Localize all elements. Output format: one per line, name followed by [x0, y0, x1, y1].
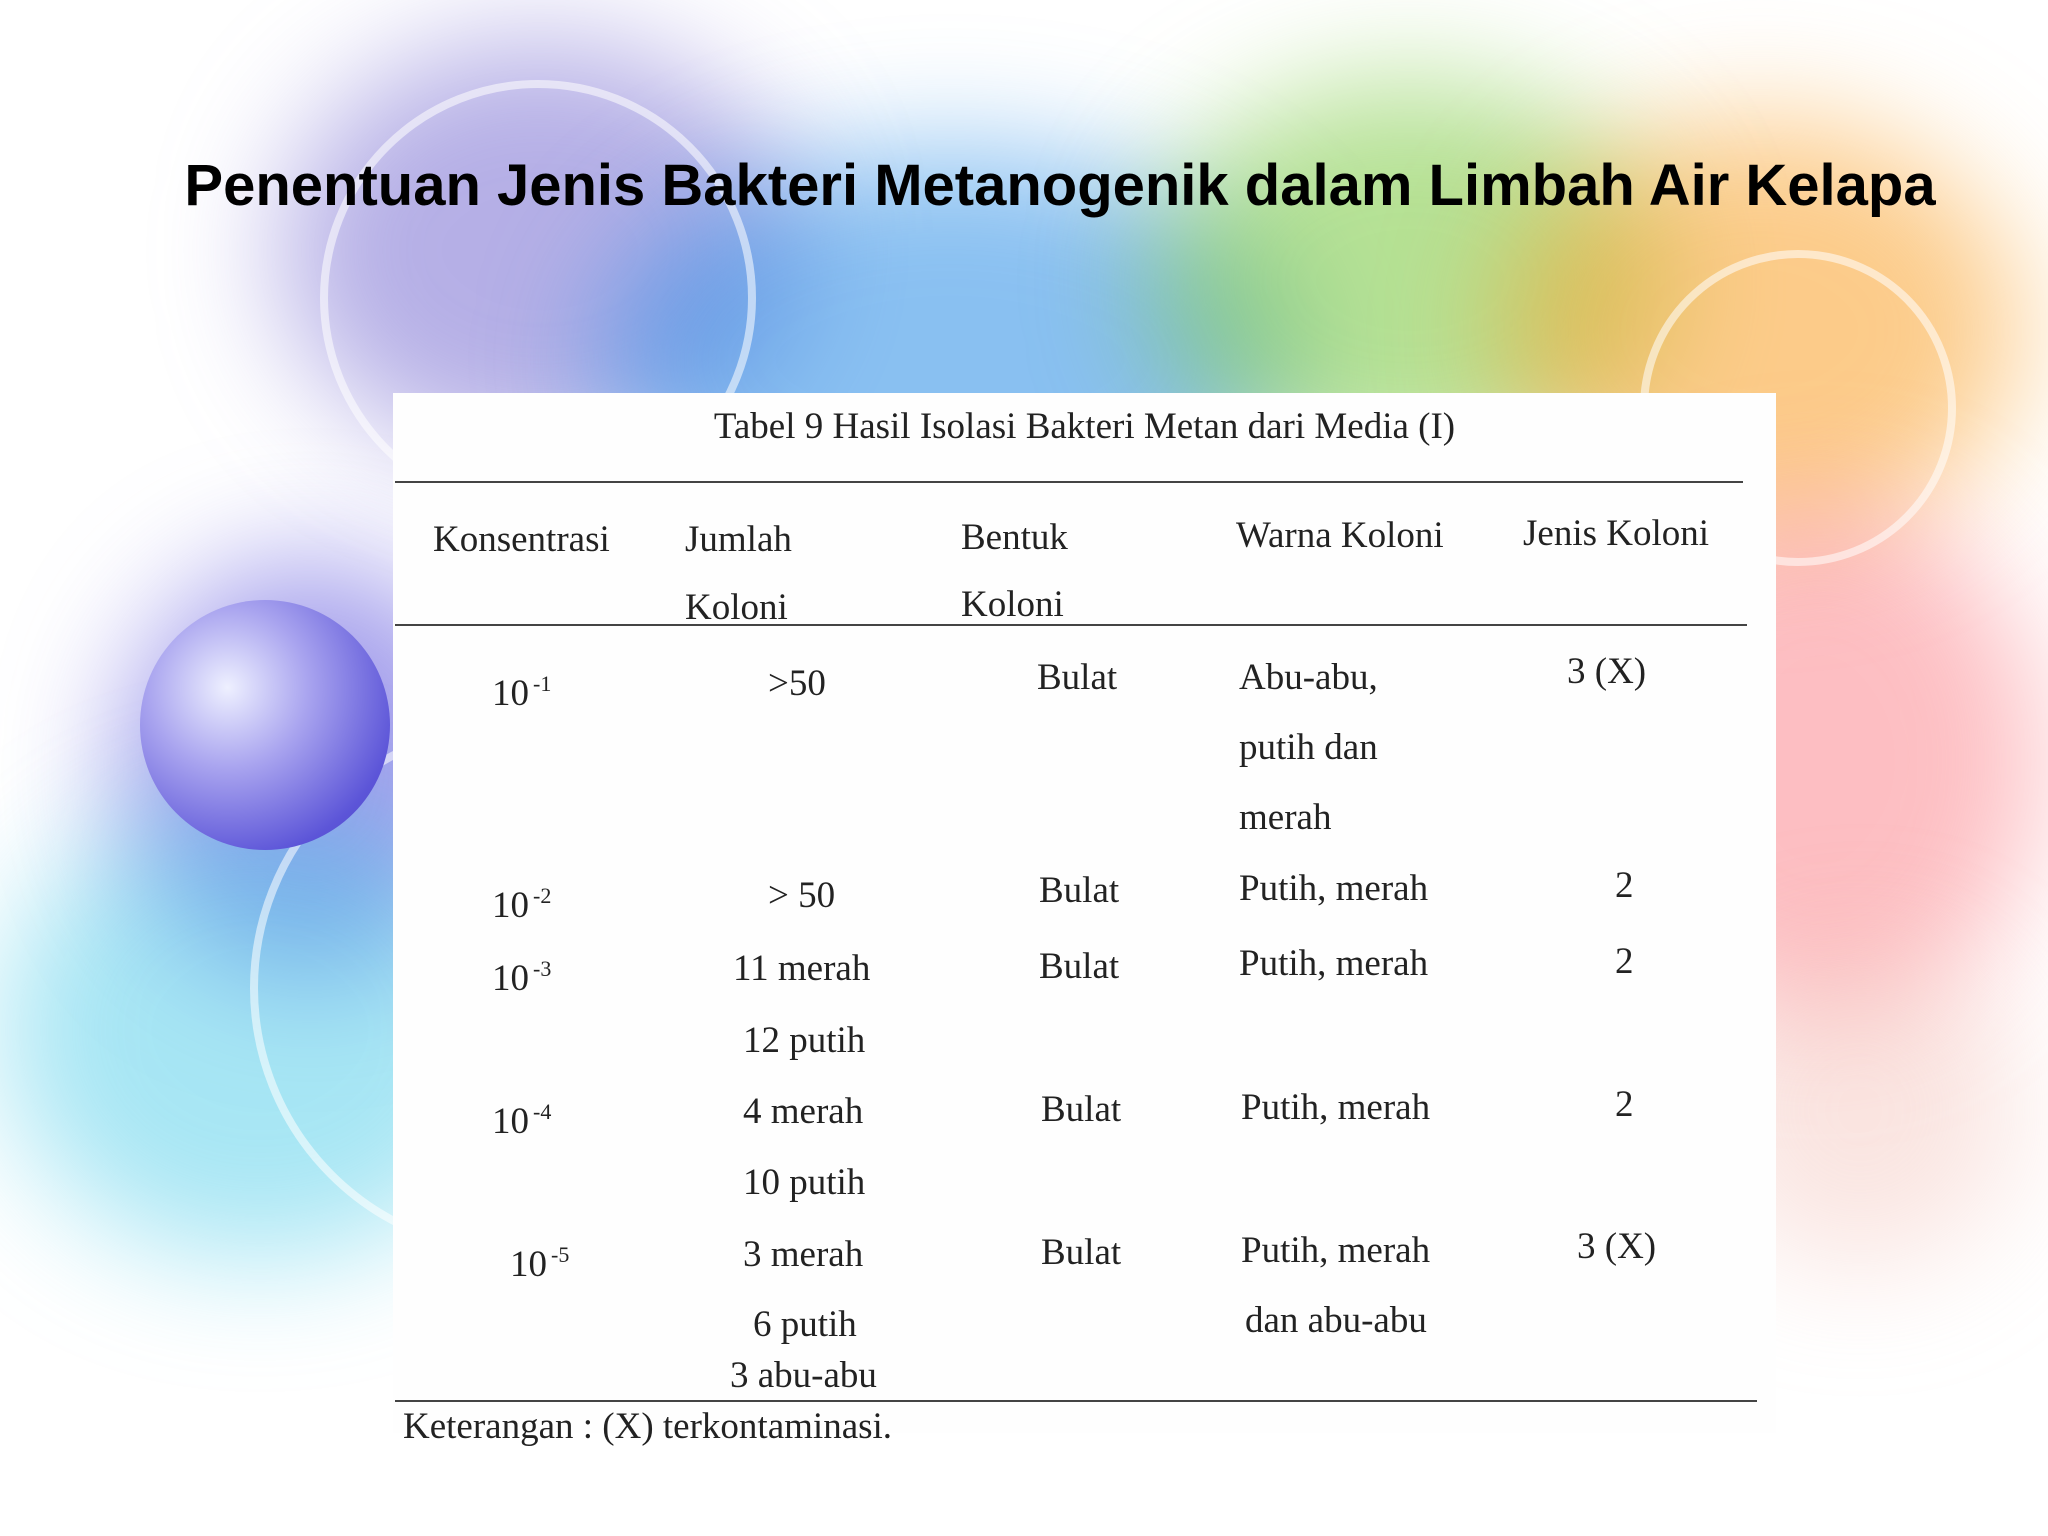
header-jenis: Jenis Koloni	[1523, 513, 1710, 554]
table-cell-jumlah: 12 putih	[743, 1020, 866, 1061]
header-konsentrasi: Konsentrasi	[433, 519, 610, 560]
table-cell-warna: Putih, merah	[1241, 1230, 1431, 1271]
table-cell-jumlah: >50	[768, 663, 826, 704]
table-cell-bentuk: Bulat	[1039, 946, 1120, 987]
header-warna: Warna Koloni	[1236, 515, 1444, 556]
table-cell-konsentrasi: 10 $^{-2}$	[492, 883, 552, 926]
table-cell-bentuk: Bulat	[1037, 657, 1118, 698]
header-jumlah-line2: Koloni	[685, 587, 788, 628]
table-cell-jumlah: 3 merah	[743, 1234, 864, 1275]
table-cell-bentuk: Bulat	[1041, 1089, 1122, 1130]
header-bentuk-line2: Koloni	[961, 584, 1064, 625]
table-cell-warna: dan abu-abu	[1245, 1300, 1427, 1341]
table-top-rule	[395, 481, 1743, 483]
table-cell-jenis: 2	[1615, 941, 1634, 982]
table-cell-warna: putih dan	[1239, 727, 1378, 768]
table-cell-jumlah: 10 putih	[743, 1162, 866, 1203]
table-cell-jumlah: 4 merah	[743, 1091, 864, 1132]
table-cell-bentuk: Bulat	[1039, 870, 1120, 911]
table-cell-warna: Putih, merah	[1241, 1087, 1431, 1128]
header-bentuk-line1: Bentuk	[961, 517, 1068, 558]
header-jumlah-line1: Jumlah	[685, 519, 792, 560]
table-cell-jenis: 3 (X)	[1577, 1226, 1657, 1267]
table-cell-jenis: 3 (X)	[1567, 651, 1647, 692]
table-cell-konsentrasi: 10 $^{-1}$	[492, 671, 552, 714]
slide-title: Penentuan Jenis Bakteri Metanogenik dalam Limbah Air Kelapa	[184, 153, 1936, 218]
table-note: Keterangan : (X) terkontaminasi.	[403, 1406, 893, 1447]
table-caption: Tabel 9 Hasil Isolasi Bakteri Metan dari Media (I)	[713, 406, 1456, 447]
table-cell-bentuk: Bulat	[1041, 1232, 1122, 1273]
table-cell-jenis: 2	[1615, 1084, 1634, 1125]
table-cell-jenis: 2	[1615, 865, 1634, 906]
decorative-sphere	[140, 600, 390, 850]
table-bottom-rule	[395, 1400, 1757, 1402]
table-cell-jumlah: 6 putih	[753, 1304, 857, 1345]
table-cell-jumlah: 11 merah	[733, 948, 871, 989]
table-cell-konsentrasi: 10 $^{-3}$	[492, 956, 552, 999]
table-cell-jumlah: 3 abu-abu	[730, 1355, 877, 1396]
table-header-rule	[395, 624, 1747, 626]
table-cell-jumlah: > 50	[768, 875, 836, 916]
table-cell-konsentrasi: 10 $^{-4}$	[492, 1099, 552, 1142]
table-image	[393, 393, 1776, 1447]
table-cell-warna: merah	[1239, 797, 1332, 838]
table-cell-warna: Putih, merah	[1239, 943, 1429, 984]
table-cell-konsentrasi: 10 $^{-5}$	[510, 1242, 570, 1285]
table-cell-warna: Abu-abu,	[1239, 657, 1378, 698]
table-cell-warna: Putih, merah	[1239, 868, 1429, 909]
